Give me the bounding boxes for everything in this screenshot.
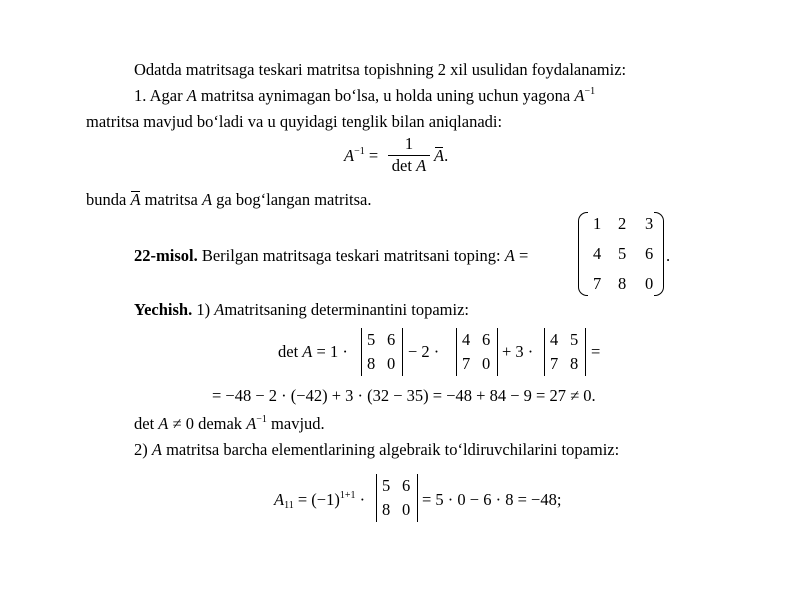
minor-2: 4 6 7 0 bbox=[456, 328, 498, 376]
example-period: . bbox=[666, 246, 671, 265]
paragraph-intro: Odatda matritsaga teskari matritsa topishning 2 xil usulidan foydalanamiz: bbox=[134, 60, 627, 79]
determinant-calculation: = −48 − 2 · (−42) + 3 · (32 − 35) = −48 + 84 − 9 = 27 ≠ 0. bbox=[212, 386, 596, 405]
minor-3: 4 5 7 8 bbox=[544, 328, 586, 376]
minor-a11: 5 6 8 0 bbox=[376, 474, 418, 522]
solution-step-2: 2) A matritsa barcha elementlarining algebraik to‘ldiruvchilarini topamiz: bbox=[134, 440, 620, 459]
conclusion: det A ≠ 0 demak $A^{-1}$ mavjud. bbox=[134, 414, 325, 433]
paragraph-adjugate-note: bunda A matritsa A ga bog‘langan matritsa. bbox=[86, 190, 372, 209]
paragraph-method-1: 1. Agar A matritsa aynimagan bo‘lsa, u holda uning uchun yagona $A^{-1}$ bbox=[134, 86, 596, 105]
solution-step-1: Yechish. 1) Amatritsaning determinantini topamiz: bbox=[134, 300, 470, 319]
paragraph-definition: matritsa mavjud bo‘ladi va u quyidagi tenglik bilan aniqlanadi: bbox=[86, 112, 503, 131]
matrix-a: 1 2 3 4 5 6 7 8 0 bbox=[578, 212, 664, 296]
example-statement: 22-misol. Berilgan matritsaga teskari matritsani toping: A = bbox=[134, 246, 529, 265]
minor-1: 5 6 8 0 bbox=[361, 328, 403, 376]
